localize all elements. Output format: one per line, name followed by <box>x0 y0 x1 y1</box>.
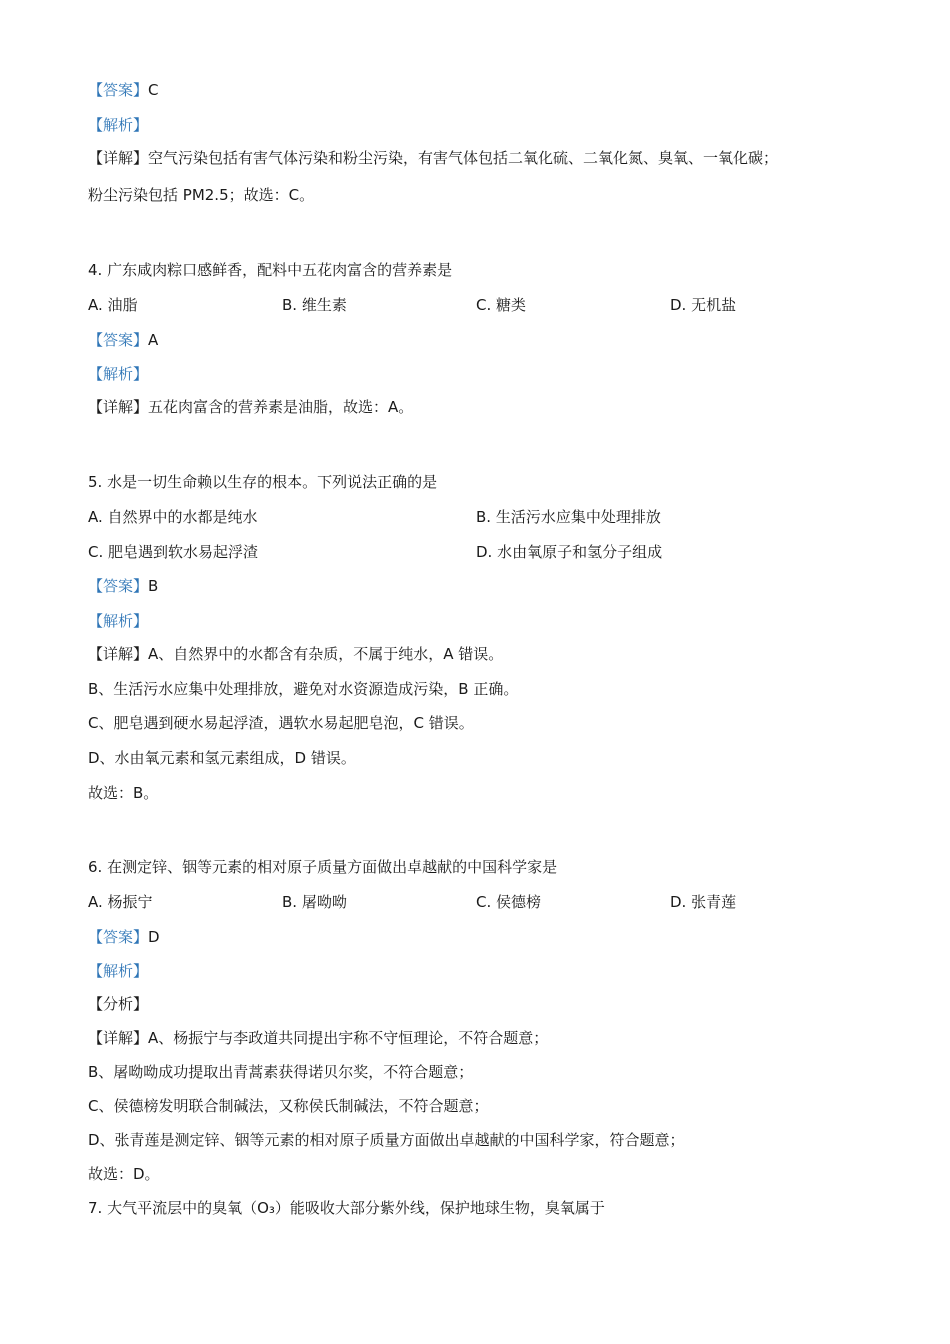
analysis-label: 【解析】 <box>88 365 149 383</box>
question-stem: 7. 大气平流层中的臭氧（O₃）能吸收大部分紫外线，保护地球生物，臭氧属于 <box>88 1199 605 1217</box>
detail-line: D、张青莲是测定锌、铟等元素的相对原子质量方面做出卓越献的中国科学家，符合题意； <box>88 1131 685 1149</box>
detail-line: D、水由氧元素和氢元素组成，D 错误。 <box>88 749 356 767</box>
fenxi-label: 【分析】 <box>88 995 149 1013</box>
answer-line: 【答案】A <box>88 331 159 349</box>
detail-line: 粉尘污染包括 PM2.5；故选：C。 <box>88 186 315 204</box>
conclusion-line: 故选：B。 <box>88 784 159 802</box>
question-stem: 4. 广东咸肉粽口感鲜香，配料中五花肉富含的营养素是 <box>88 261 453 279</box>
analysis-label: 【解析】 <box>88 612 149 630</box>
detail-line: C、侯德榜发明联合制碱法，又称侯氏制碱法，不符合题意； <box>88 1097 489 1115</box>
detail-line: 【详解】五花肉富含的营养素是油脂，故选：A。 <box>88 398 414 416</box>
option-c: C. 糖类 <box>476 296 527 314</box>
option-b: B. 维生素 <box>282 296 347 314</box>
detail-line: B、生活污水应集中处理排放，避免对水资源造成污染，B 正确。 <box>88 680 519 698</box>
detail-line: C、肥皂遇到硬水易起浮渣，遇软水易起肥皂泡，C 错误。 <box>88 714 474 732</box>
conclusion-line: 故选：D。 <box>88 1165 160 1183</box>
question-stem: 5. 水是一切生命赖以生存的根本。下列说法正确的是 <box>88 473 438 491</box>
option-b: B. 生活污水应集中处理排放 <box>476 508 661 526</box>
option-a: A. 油脂 <box>88 296 138 314</box>
option-d: D. 水由氧原子和氢分子组成 <box>476 543 663 561</box>
analysis-label: 【解析】 <box>88 116 149 134</box>
option-c: C. 肥皂遇到软水易起浮渣 <box>88 543 259 561</box>
answer-line: 【答案】B <box>88 577 159 595</box>
detail-line: 【详解】空气污染包括有害气体污染和粉尘污染，有害气体包括二氧化硫、二氧化氮、臭氧、一氧化碳； <box>88 149 779 167</box>
detail-line: 【详解】A、杨振宁与李政道共同提出宇称不守恒理论，不符合题意； <box>88 1029 549 1047</box>
option-d: D. 张青莲 <box>670 893 737 911</box>
answer-line: 【答案】C <box>88 81 159 99</box>
option-a: A. 杨振宁 <box>88 893 153 911</box>
detail-line: B、屠呦呦成功提取出青蒿素获得诺贝尔奖，不符合题意； <box>88 1063 474 1081</box>
option-d: D. 无机盐 <box>670 296 737 314</box>
question-stem: 6. 在测定锌、铟等元素的相对原子质量方面做出卓越献的中国科学家是 <box>88 858 558 876</box>
answer-line: 【答案】D <box>88 928 160 946</box>
option-a: A. 自然界中的水都是纯水 <box>88 508 258 526</box>
detail-line: 【详解】A、自然界中的水都含有杂质，不属于纯水，A 错误。 <box>88 645 504 663</box>
option-b: B. 屠呦呦 <box>282 893 347 911</box>
option-c: C. 侯德榜 <box>476 893 542 911</box>
analysis-label: 【解析】 <box>88 962 149 980</box>
